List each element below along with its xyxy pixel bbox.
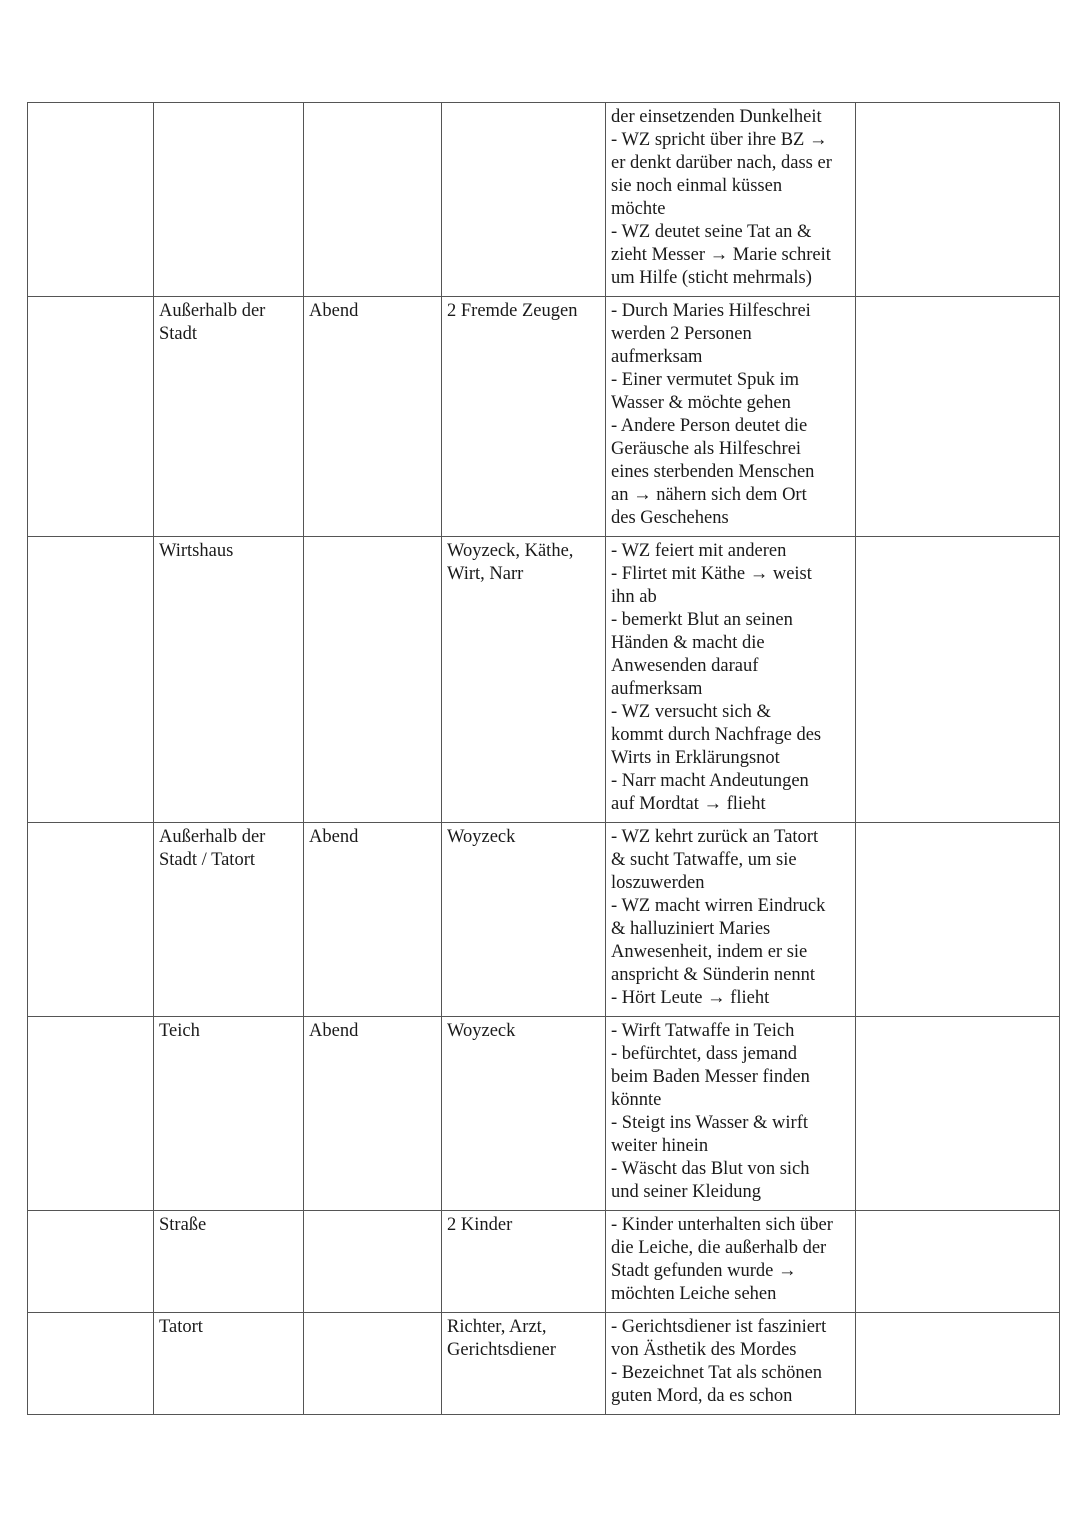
table-row xyxy=(28,103,1060,297)
location-cell xyxy=(154,1313,304,1415)
characters-cell xyxy=(442,1211,606,1313)
location-cell xyxy=(154,1017,304,1211)
cell-text-line: weiter hinein xyxy=(611,1136,709,1156)
time-cell xyxy=(304,537,442,823)
cell-text-line: 2 Fremde Zeugen xyxy=(447,301,578,321)
cell-text-line: - Gerichtsdiener ist fasziniert xyxy=(611,1317,827,1337)
cell-text-line: - Andere Person deutet die xyxy=(611,416,808,436)
scene-number-cell xyxy=(28,103,154,297)
location-cell xyxy=(154,823,304,1017)
cell-text-line: zieht Messer → Marie schreit xyxy=(611,245,831,265)
cell-text-line: Woyzeck xyxy=(447,1021,516,1041)
cell-text-line: 2 Kinder xyxy=(447,1215,513,1235)
cell-text-line: Geräusche als Hilfeschrei xyxy=(611,439,802,459)
cell-text-line: eines sterbenden Menschen xyxy=(611,462,815,482)
characters-cell xyxy=(442,537,606,823)
characters-cell xyxy=(442,297,606,537)
scene-number-cell xyxy=(28,1017,154,1211)
time-cell xyxy=(304,823,442,1017)
characters-cell xyxy=(442,823,606,1017)
characters-cell xyxy=(442,1313,606,1415)
cell-text-line: - Wäscht das Blut von sich xyxy=(611,1159,810,1179)
cell-text-line: Woyzeck xyxy=(447,827,516,847)
plot-cell xyxy=(606,823,856,1017)
notes-cell xyxy=(856,1211,1060,1313)
characters-cell xyxy=(442,103,606,297)
cell-text-line: Wasser & möchte gehen xyxy=(611,393,791,413)
cell-text-line: - Flirtet mit Käthe → weist xyxy=(611,564,812,584)
cell-text-line: Richter, Arzt, xyxy=(447,1317,547,1337)
cell-text-line: Tatort xyxy=(159,1317,203,1337)
cell-text-line: - befürchtet, dass jemand xyxy=(611,1044,797,1064)
cell-text-line: - WZ deutet seine Tat an & xyxy=(611,222,812,242)
notes-cell xyxy=(856,1313,1060,1415)
cell-text-line: - Steigt ins Wasser & wirft xyxy=(611,1113,809,1133)
cell-text-line: Wirt, Narr xyxy=(447,564,524,584)
scene-number-cell xyxy=(28,823,154,1017)
cell-text-line: kommt durch Nachfrage des xyxy=(611,725,822,745)
cell-text-line: - WZ versucht sich & xyxy=(611,702,771,722)
notes-cell xyxy=(856,537,1060,823)
cell-text-line: Abend xyxy=(309,301,359,321)
cell-text-line: Wirts in Erklärungsnot xyxy=(611,748,780,768)
cell-text-line: beim Baden Messer finden xyxy=(611,1067,810,1087)
cell-text-line: - Durch Maries Hilfeschrei xyxy=(611,301,811,321)
cell-text-line: - Hört Leute → flieht xyxy=(611,988,770,1008)
cell-text-line: - WZ kehrt zurück an Tatort xyxy=(611,827,819,847)
cell-text-line: Teich xyxy=(159,1021,200,1041)
cell-text-line: - Bezeichnet Tat als schönen xyxy=(611,1363,823,1383)
cell-text-line: des Geschehens xyxy=(611,508,729,528)
cell-text-line: Wirtshaus xyxy=(159,541,234,561)
cell-text-line: - WZ macht wirren Eindruck xyxy=(611,896,826,916)
cell-text-line: die Leiche, die außerhalb der xyxy=(611,1238,827,1258)
cell-text-line: - Einer vermutet Spuk im xyxy=(611,370,800,390)
cell-text-line: aufmerksam xyxy=(611,679,703,699)
plot-cell xyxy=(606,297,856,537)
cell-text-line: Stadt / Tatort xyxy=(159,850,255,870)
cell-text-line: - Kinder unterhalten sich über xyxy=(611,1215,833,1235)
plot-cell xyxy=(606,537,856,823)
cell-text-line: Straße xyxy=(159,1215,207,1235)
time-cell xyxy=(304,103,442,297)
cell-text-line: möchten Leiche sehen xyxy=(611,1284,777,1304)
cell-text-line: Anwesenheit, indem er sie xyxy=(611,942,808,962)
cell-text-line: der einsetzenden Dunkelheit xyxy=(611,107,822,127)
cell-text-line: sie noch einmal küssen xyxy=(611,176,783,196)
cell-text-line: Händen & macht die xyxy=(611,633,765,653)
plot-cell xyxy=(606,1211,856,1313)
notes-cell xyxy=(856,103,1060,297)
cell-text-line: ihn ab xyxy=(611,587,657,607)
cell-text-line: Stadt gefunden wurde → xyxy=(611,1261,797,1281)
notes-cell xyxy=(856,297,1060,537)
time-cell xyxy=(304,297,442,537)
cell-text-line: an → nähern sich dem Ort xyxy=(611,485,807,505)
cell-text-line: auf Mordtat → flieht xyxy=(611,794,766,814)
scene-number-cell xyxy=(28,1313,154,1415)
plot-cell xyxy=(606,103,856,297)
cell-text-line: & halluziniert Maries xyxy=(611,919,771,939)
cell-text-line: von Ästhetik des Mordes xyxy=(611,1340,797,1360)
table-row xyxy=(28,1017,1060,1211)
cell-text-line: anspricht & Sünderin nennt xyxy=(611,965,815,985)
cell-text-line: und seiner Kleidung xyxy=(611,1182,762,1202)
cell-text-line: - WZ feiert mit anderen xyxy=(611,541,787,561)
cell-text-line: - Wirft Tatwaffe in Teich xyxy=(611,1021,795,1041)
cell-text-line: Gerichtsdiener xyxy=(447,1340,556,1360)
scene-table xyxy=(27,102,1060,1415)
plot-cell xyxy=(606,1313,856,1415)
cell-text-line: Stadt xyxy=(159,324,198,344)
cell-text-line: loszuwerden xyxy=(611,873,705,893)
cell-text-line: Außerhalb der xyxy=(159,827,266,847)
table-row xyxy=(28,1313,1060,1415)
cell-text-line: Woyzeck, Käthe, xyxy=(447,541,574,561)
table-row xyxy=(28,537,1060,823)
cell-text-line: - Narr macht Andeutungen xyxy=(611,771,809,791)
scene-number-cell xyxy=(28,1211,154,1313)
cell-text-line: könnte xyxy=(611,1090,662,1110)
cell-text-line: Abend xyxy=(309,1021,359,1041)
location-cell xyxy=(154,297,304,537)
notes-cell xyxy=(856,823,1060,1017)
cell-text-line: möchte xyxy=(611,199,666,219)
cell-text-line: - WZ spricht über ihre BZ → xyxy=(611,130,828,150)
notes-cell xyxy=(856,1017,1060,1211)
cell-text-line: Anwesenden darauf xyxy=(611,656,759,676)
time-cell xyxy=(304,1313,442,1415)
cell-text-line: guten Mord, da es schon xyxy=(611,1386,793,1406)
location-cell xyxy=(154,537,304,823)
cell-text-line: aufmerksam xyxy=(611,347,703,367)
table-body xyxy=(28,103,1060,1415)
table-row xyxy=(28,1211,1060,1313)
time-cell xyxy=(304,1211,442,1313)
location-cell xyxy=(154,103,304,297)
cell-text-line: - bemerkt Blut an seinen xyxy=(611,610,793,630)
cell-text-line: Abend xyxy=(309,827,359,847)
location-cell xyxy=(154,1211,304,1313)
table-row xyxy=(28,297,1060,537)
table-row xyxy=(28,823,1060,1017)
cell-text-line: Außerhalb der xyxy=(159,301,266,321)
cell-text-line: & sucht Tatwaffe, um sie xyxy=(611,850,797,870)
cell-text-line: werden 2 Personen xyxy=(611,324,752,344)
plot-cell xyxy=(606,1017,856,1211)
time-cell xyxy=(304,1017,442,1211)
scene-number-cell xyxy=(28,297,154,537)
cell-text-line: um Hilfe (sticht mehrmals) xyxy=(611,268,812,288)
cell-text-line: er denkt darüber nach, dass er xyxy=(611,153,832,173)
characters-cell xyxy=(442,1017,606,1211)
scene-number-cell xyxy=(28,537,154,823)
